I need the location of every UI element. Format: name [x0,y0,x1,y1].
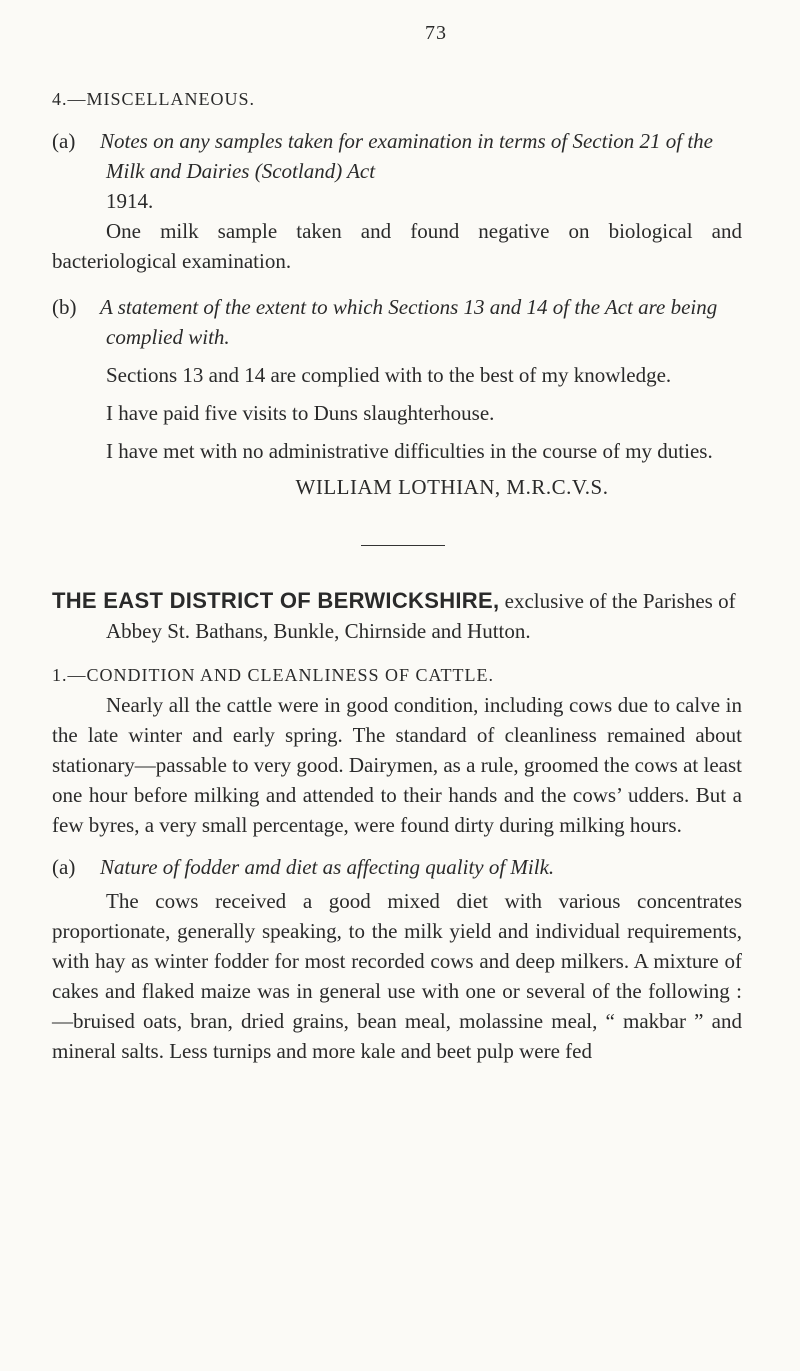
signature: WILLIAM LOTHIAN, M.R.C.V.S. [295,475,609,499]
district-title: THE EAST DISTRICT OF BERWICKSHIRE, [52,588,500,613]
paragraph-fodder-diet: The cows received a good mixed diet with various concentrates proportionate, generally speaking, to the milk yield and individual requirements, with hay as winter fodder for most recorded cows and deep milkers. A mixture of cakes and flaked maize was in general use with one or several of the following :—bruised oats, bran, dried grains, bean meal, molassine meal, “ makbar ” and mineral salts. Less turnips and more kale and beet pulp were fed [52,889,742,1063]
subsection-heading-year: 1914. [106,189,154,213]
subsection-marker: (a) [52,855,76,879]
section-heading-miscellaneous: 4.—MISCELLANEOUS. [52,89,256,109]
subsection-heading-text: Nature of fodder amd diet as affecting quality of Milk. [100,855,555,879]
district-heading [52,586,742,646]
paragraph-no-difficulties: I have met with no administrative difficulties in the course of my duties. [106,439,713,463]
subsection-heading-samples [52,126,742,216]
paragraph-cattle-condition: Nearly all the cattle were in good condition, including cows due to calve in the late winter and early spring. The standard of cleanliness remained about stationary—passable to very good. Dairymen, as a rule, groomed the cows at least one hour before milking and attended to their hands and the cows’ udders. But a few byres, a very small percentage, were found dirty during milking hours. [52,693,742,837]
section-divider [361,545,445,546]
page-number: 73 [425,22,447,44]
paragraph-sections-complied: Sections 13 and 14 are complied with to the best of my knowledge. [106,363,672,387]
section-heading-condition: 1.—CONDITION AND CLEANLINESS OF CATTLE. [52,665,494,685]
subsection-marker: (b) [52,295,77,319]
district-subtitle: exclusive of the Parishes of Abbey St. Bathans, Bunkle, Chirnside and Hutton. [106,589,736,643]
document-page [52,22,742,1066]
subsection-heading-fodder [52,852,742,882]
subsection-heading-text: Notes on any samples taken for examination in terms of Section 21 of the Milk and Dairies (Scotland) Act [100,129,713,183]
paragraph-samples: One milk sample taken and found negative on biological and bacteriological examination. [52,219,742,273]
paragraph-slaughterhouse-visits: I have paid five visits to Duns slaughterhouse. [106,401,495,425]
subsection-marker: (a) [52,129,76,153]
subsection-heading-statement [52,292,742,352]
subsection-heading-text: A statement of the extent to which Sections 13 and 14 of the Act are being complied with. [100,295,718,349]
